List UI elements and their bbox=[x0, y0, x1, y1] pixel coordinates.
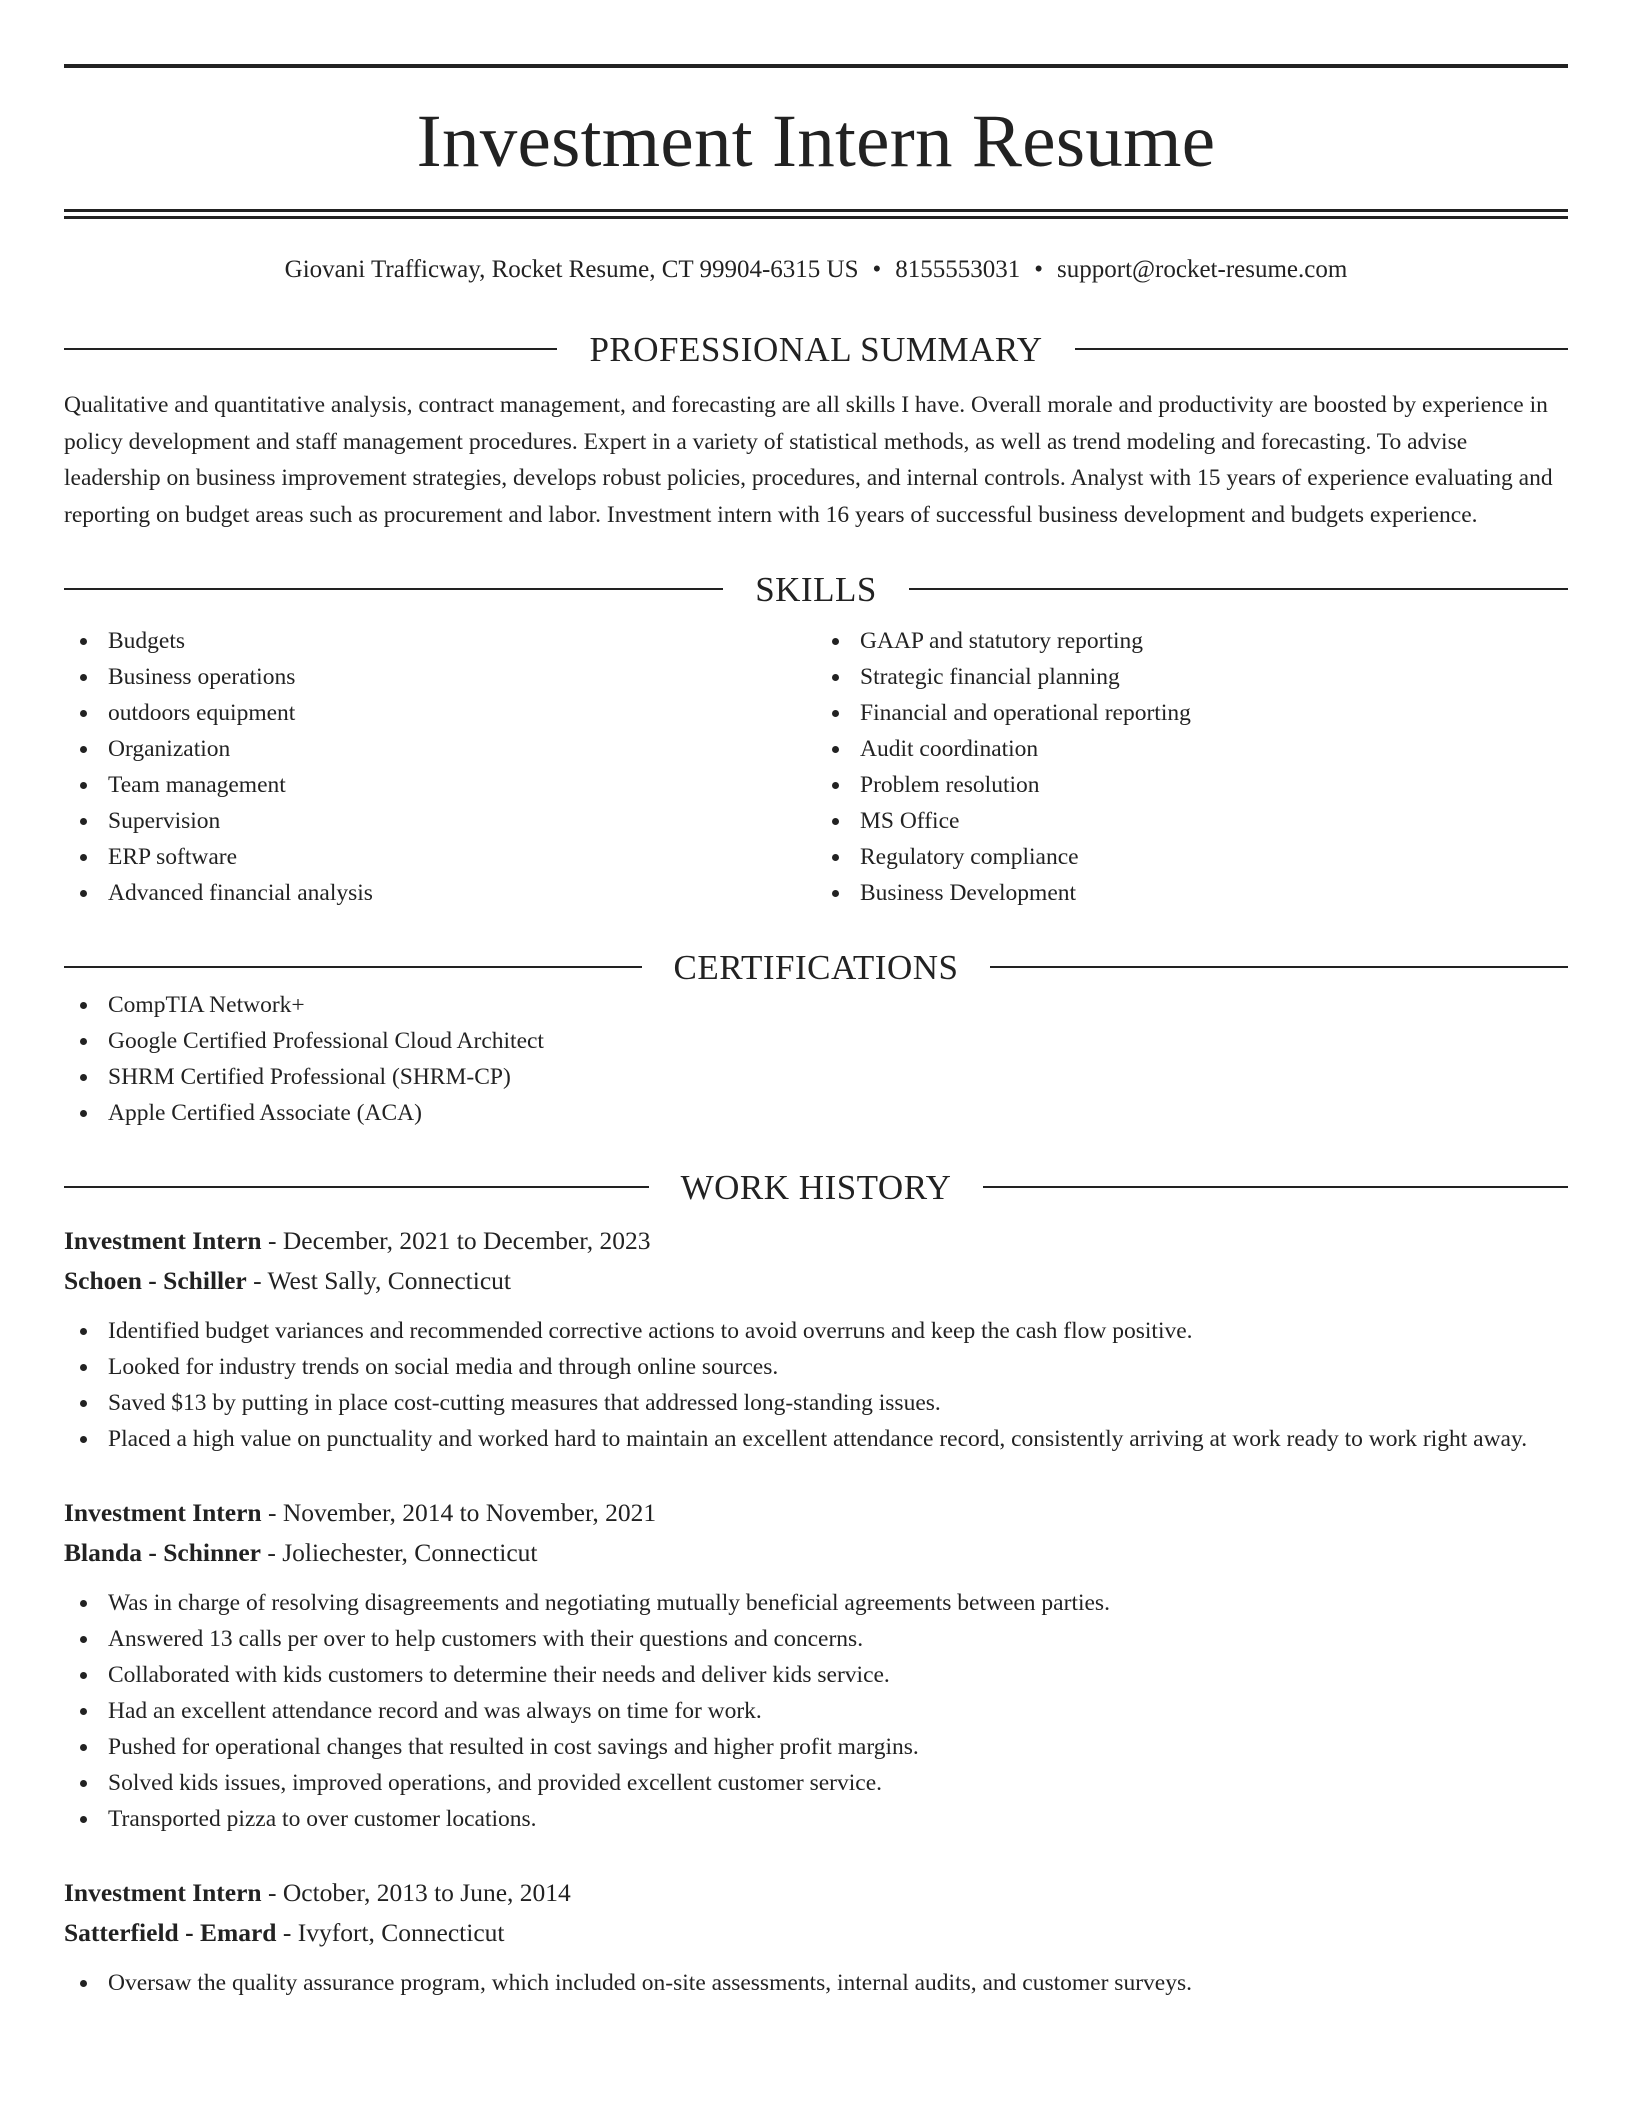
list-item: Google Certified Professional Cloud Architect bbox=[64, 1023, 1568, 1059]
skills-list-left bbox=[64, 623, 816, 911]
divider bbox=[909, 588, 1568, 590]
job-location: - West Sally, Connecticut bbox=[246, 1266, 511, 1295]
list-item: Transported pizza to over customer locations. bbox=[64, 1801, 1568, 1837]
page-title: Investment Intern Resume bbox=[416, 100, 1216, 183]
job-duties-list bbox=[64, 1313, 1568, 1457]
section-header-work-history bbox=[64, 1167, 1568, 1207]
list-item: Identified budget variances and recommended corrective actions to avoid overruns and keep the cash flow positive. bbox=[64, 1313, 1568, 1349]
job-entry bbox=[64, 1221, 1568, 1457]
section-header-summary bbox=[64, 329, 1568, 369]
list-item: outdoors equipment bbox=[64, 695, 816, 731]
list-item: ERP software bbox=[64, 839, 816, 875]
job-duties-list bbox=[64, 1585, 1568, 1837]
list-item: Answered 13 calls per over to help customers with their questions and concerns. bbox=[64, 1621, 1568, 1657]
job-dates: - December, 2021 to December, 2023 bbox=[261, 1226, 651, 1255]
skills-column-left bbox=[64, 623, 816, 911]
title-double-rule bbox=[64, 209, 1568, 219]
list-item: CompTIA Network+ bbox=[64, 987, 1568, 1023]
list-item: Had an excellent attendance record and was always on time for work. bbox=[64, 1693, 1568, 1729]
job-location: - Joliechester, Connecticut bbox=[260, 1538, 538, 1567]
certifications-list bbox=[64, 987, 1568, 1131]
summary-paragraph: Qualitative and quantitative analysis, contract management, and forecasting are all skills I have. Overall morale and productivity are boosted by experience in policy development and staff management procedures. Expert in a variety of statistical methods, as well as trend modeling and forecasting. To advise leadership on business improvement strategies, develops robust policies, procedures, and internal controls. Analyst with 15 years of experience evaluating and reporting on budget areas such as procurement and labor. Investment intern with 16 years of successful business development and budgets experience. bbox=[64, 392, 1553, 528]
skills-list-right bbox=[816, 623, 1568, 911]
list-item: Placed a high value on punctuality and worked hard to maintain an excellent attendance record, consistently arriving at work ready to work right away. bbox=[64, 1421, 1568, 1457]
list-item: Was in charge of resolving disagreements and negotiating mutually beneficial agreements between parties. bbox=[64, 1585, 1568, 1621]
divider bbox=[1075, 348, 1568, 350]
divider bbox=[64, 348, 557, 350]
contact-separator: • bbox=[1034, 256, 1044, 283]
contact-separator: • bbox=[872, 256, 882, 283]
job-title: Investment Intern bbox=[64, 1878, 262, 1907]
section-title: WORK HISTORY bbox=[680, 1167, 952, 1207]
contact-email: support@rocket-resume.com bbox=[1057, 256, 1348, 283]
section-title: SKILLS bbox=[755, 569, 877, 609]
list-item: Financial and operational reporting bbox=[816, 695, 1568, 731]
job-company-line bbox=[64, 1533, 1568, 1573]
contact-address: Giovani Trafficway, Rocket Resume, CT 99904-6315 US bbox=[284, 256, 859, 283]
divider bbox=[64, 1186, 649, 1188]
list-item: Pushed for operational changes that resulted in cost savings and higher profit margins. bbox=[64, 1729, 1568, 1765]
list-item: Business Development bbox=[816, 875, 1568, 911]
job-dates: - October, 2013 to June, 2014 bbox=[261, 1878, 571, 1907]
job-entry bbox=[64, 1873, 1568, 2001]
job-company-line bbox=[64, 1261, 1568, 1301]
section-title: PROFESSIONAL SUMMARY bbox=[589, 329, 1043, 369]
list-item: Saved $13 by putting in place cost-cutting measures that addressed long-standing issues. bbox=[64, 1385, 1568, 1421]
divider bbox=[990, 966, 1568, 968]
top-rule bbox=[64, 64, 1568, 68]
list-item: Solved kids issues, improved operations, and provided excellent customer service. bbox=[64, 1765, 1568, 1801]
contact-phone: 8155553031 bbox=[895, 256, 1021, 283]
divider bbox=[64, 966, 642, 968]
job-company-line bbox=[64, 1913, 1568, 1953]
job-duties-list bbox=[64, 1965, 1568, 2001]
job-title: Investment Intern bbox=[64, 1226, 262, 1255]
list-item: Collaborated with kids customers to determine their needs and deliver kids service. bbox=[64, 1657, 1568, 1693]
divider bbox=[983, 1186, 1568, 1188]
list-item: Business operations bbox=[64, 659, 816, 695]
job-location: - Ivyfort, Connecticut bbox=[276, 1918, 505, 1947]
job-entry bbox=[64, 1493, 1568, 1837]
job-title-line bbox=[64, 1493, 1568, 1533]
job-company: Schoen - Schiller bbox=[64, 1266, 247, 1295]
list-item: Budgets bbox=[64, 623, 816, 659]
list-item: Oversaw the quality assurance program, which included on-site assessments, internal audits, and customer surveys. bbox=[64, 1965, 1568, 2001]
list-item: Regulatory compliance bbox=[816, 839, 1568, 875]
list-item: Apple Certified Associate (ACA) bbox=[64, 1095, 1568, 1131]
list-item: Supervision bbox=[64, 803, 816, 839]
list-item: Looked for industry trends on social media and through online sources. bbox=[64, 1349, 1568, 1385]
job-dates: - November, 2014 to November, 2021 bbox=[261, 1498, 657, 1527]
list-item: GAAP and statutory reporting bbox=[816, 623, 1568, 659]
list-item: SHRM Certified Professional (SHRM-CP) bbox=[64, 1059, 1568, 1095]
list-item: Advanced financial analysis bbox=[64, 875, 816, 911]
list-item: Strategic financial planning bbox=[816, 659, 1568, 695]
job-company: Satterfield - Emard bbox=[64, 1918, 277, 1947]
list-item: Organization bbox=[64, 731, 816, 767]
job-title-line bbox=[64, 1873, 1568, 1913]
job-company: Blanda - Schinner bbox=[64, 1538, 261, 1567]
job-title: Investment Intern bbox=[64, 1498, 262, 1527]
list-item: MS Office bbox=[816, 803, 1568, 839]
job-title-line bbox=[64, 1221, 1568, 1261]
list-item: Audit coordination bbox=[816, 731, 1568, 767]
list-item: Problem resolution bbox=[816, 767, 1568, 803]
skills-grid bbox=[64, 623, 1568, 911]
divider bbox=[64, 588, 723, 590]
skills-column-right bbox=[816, 623, 1568, 911]
contact-info bbox=[64, 255, 1568, 285]
section-title: CERTIFICATIONS bbox=[673, 947, 959, 987]
list-item: Team management bbox=[64, 767, 816, 803]
section-header-certifications bbox=[64, 947, 1568, 987]
section-header-skills bbox=[64, 569, 1568, 609]
